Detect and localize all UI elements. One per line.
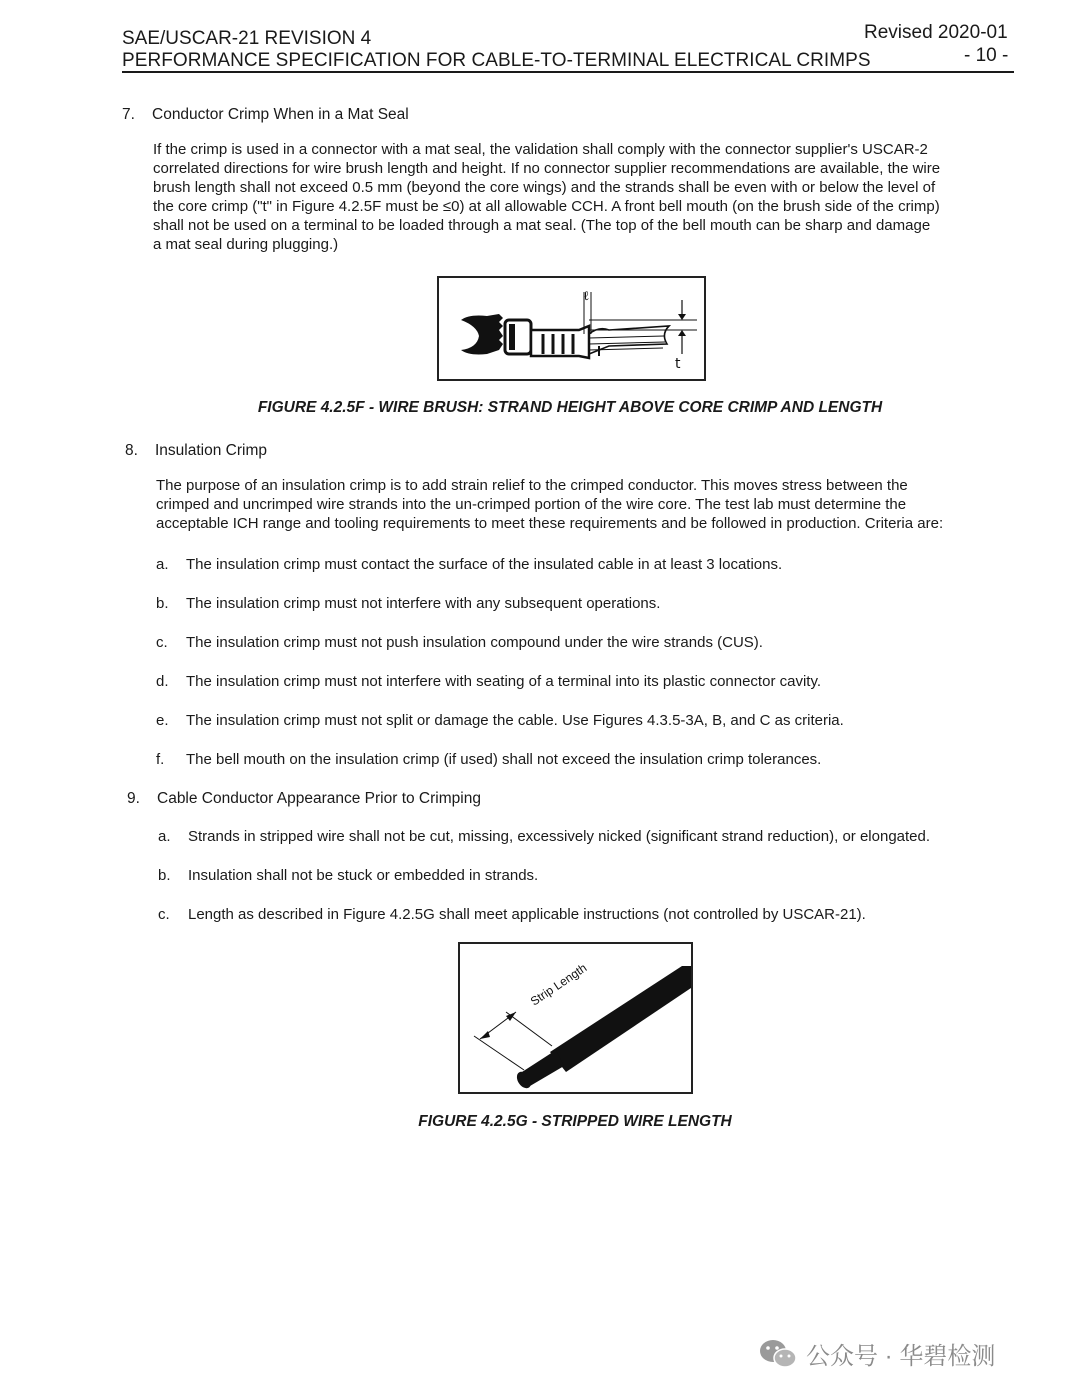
section-8-paragraph [156,476,1016,533]
section-8-line: crimped and uncrimped wire strands into the un-crimped portion of the wire core. The test lab must determine the [156,496,907,513]
list-item: a. Strands in stripped wire shall not be cut, missing, excessively nicked (significant strand reduction), or elongated. [158,828,931,845]
section-7-title: Conductor Crimp When in a Mat Seal [152,106,409,123]
header-rule [122,71,1014,73]
section-8-heading [125,442,267,460]
terminal-body-shape [461,314,503,355]
figure-label-t: t [675,356,681,372]
section-8-line: The purpose of an insulation crimp is to add strain relief to the crimped conductor. This moves stress between the [156,477,908,494]
doc-id: SAE/USCAR-21 REVISION 4 [122,28,372,49]
figure-4-2-5f [437,276,706,381]
list-item: a. The insulation crimp must contact the surface of the insulated cable in at least 3 locations. [156,556,783,573]
wechat-icon [758,1337,798,1371]
list-item: f. The bell mouth on the insulation crimp (if used) shall not exceed the insulation crimp tolerances. [156,751,822,768]
wire-brush-diagram [439,278,704,379]
list-item: d. The insulation crimp must not interfere with seating of a terminal into its plastic connector cavity. [156,673,822,690]
figure-4-2-5g [458,942,693,1094]
section-7-line: the core crimp ("t" in Figure 4.2.5F must be ≤0) at all allowable CCH. A front bell mouth (on the brush side of the crimp) [153,198,940,215]
section-7-line: shall not be used on a terminal to be loaded through a mat seal. (The top of the bell mouth can be sharp and damage [153,217,931,234]
watermark [758,1336,995,1371]
section-7-line: a mat seal during plugging.) [153,236,339,253]
section-8-number: 8. [125,442,138,459]
section-7-paragraph [153,140,1015,254]
figure-4-2-5g-caption: FIGURE 4.2.5G - STRIPPED WIRE LENGTH [418,1113,732,1130]
section-7-line: brush length shall not exceed 0.5 mm (beyond the core wings) and the strands shall be even with or below the level of [153,179,936,196]
page-number: - 10 - [964,45,1009,66]
section-7-line: If the crimp is used in a connector with a mat seal, the validation shall comply with the connector supplier's USCAR-2 [153,141,928,158]
figure-label-l: ℓ [583,289,590,304]
section-9-number: 9. [127,790,140,807]
section-9-title: Cable Conductor Appearance Prior to Crimping [157,790,481,807]
list-item: e. The insulation crimp must not split or damage the cable. Use Figures 4.3.5-3A, B, and C as criteria. [156,712,844,729]
strip-length-label: Strip Length [527,960,590,1009]
section-8-title: Insulation Crimp [155,442,267,459]
doc-title: PERFORMANCE SPECIFICATION FOR CABLE-TO-TERMINAL ELECTRICAL CRIMPS [122,50,871,71]
ferrule-shape [505,320,531,354]
section-7-heading [122,106,409,124]
section-7-number: 7. [122,106,135,123]
stripped-wire-diagram [460,944,691,1092]
list-item: b. Insulation shall not be stuck or embedded in strands. [158,867,539,884]
crimp-barrel-shape [531,326,589,358]
figure-4-2-5f-caption: FIGURE 4.2.5F - WIRE BRUSH: STRAND HEIGHT ABOVE CORE CRIMP AND LENGTH [257,399,883,416]
watermark-text: 公众号 · 华碧检测 [806,1343,996,1370]
section-8-line: acceptable ICH range and tooling requirements to meet these requirements and be followed in production. Criteria are: [156,515,944,532]
revised-date: Revised 2020-01 [864,22,1008,43]
list-item: c. Length as described in Figure 4.2.5G shall meet applicable instructions (not controlled by USCAR-21). [158,906,866,923]
list-item: b. The insulation crimp must not interfere with any subsequent operations. [156,595,661,612]
list-item: c. The insulation crimp must not push insulation compound under the wire strands (CUS). [156,634,763,651]
section-7-line: correlated directions for wire brush length and height. If no connector supplier recommendations are available, the wire [153,160,941,177]
section-9-heading [127,790,481,808]
